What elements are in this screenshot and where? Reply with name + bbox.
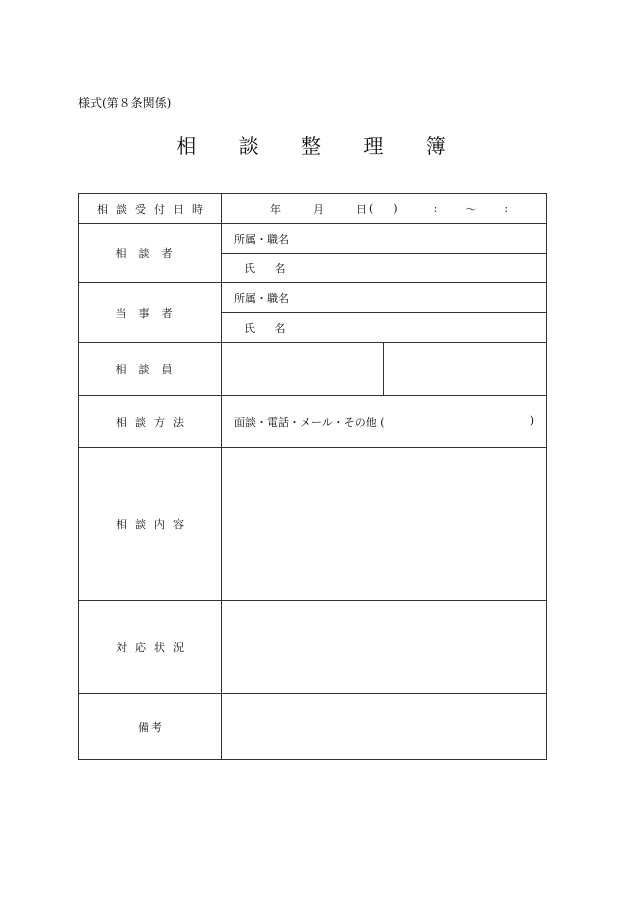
day-label: 日 xyxy=(356,202,367,216)
counselor-field-1[interactable] xyxy=(222,343,384,396)
datetime-label: 相談受付日時 xyxy=(79,194,222,224)
remarks-row xyxy=(79,694,547,760)
consultation-ledger-table xyxy=(78,193,547,760)
start-time-colon: : xyxy=(433,202,438,215)
response-row xyxy=(79,601,547,694)
party-affiliation-field[interactable]: 所属・職名 xyxy=(222,283,547,313)
party-label: 当事者 xyxy=(79,283,222,343)
party-name-field[interactable]: 氏 名 xyxy=(222,313,547,343)
method-close-paren: ) xyxy=(529,413,534,427)
counselor-field-2[interactable] xyxy=(384,343,547,396)
method-options: 面談・電話・メール・その他 ( xyxy=(234,415,385,429)
time-range-tilde: ～ xyxy=(465,202,477,216)
party-affiliation-row xyxy=(79,283,547,313)
end-time-colon: : xyxy=(504,202,509,215)
counselor-row xyxy=(79,343,547,396)
response-field[interactable] xyxy=(222,601,547,694)
month-label: 月 xyxy=(313,202,324,216)
form-reference: 様式(第８条関係) xyxy=(78,96,172,110)
document-title: 相 談 整 理 簿 xyxy=(176,134,464,158)
paren-open: ( xyxy=(369,202,374,215)
datetime-field[interactable] xyxy=(222,194,547,224)
remarks-field[interactable] xyxy=(222,694,547,760)
method-row xyxy=(79,396,547,448)
response-label: 対応状況 xyxy=(79,601,222,694)
content-row xyxy=(79,448,547,601)
consulter-affiliation-field[interactable]: 所属・職名 xyxy=(222,224,547,254)
method-label: 相談方法 xyxy=(79,396,222,448)
consulter-label: 相談者 xyxy=(79,224,222,283)
datetime-row xyxy=(79,194,547,224)
content-field[interactable] xyxy=(222,448,547,601)
consulter-affiliation-row xyxy=(79,224,547,254)
counselor-label: 相談員 xyxy=(79,343,222,396)
paren-close: ) xyxy=(393,202,398,215)
method-field[interactable] xyxy=(222,396,547,448)
content-label: 相談内容 xyxy=(79,448,222,601)
year-label: 年 xyxy=(270,202,281,216)
consulter-name-field[interactable]: 氏 名 xyxy=(222,254,547,283)
remarks-label: 備考 xyxy=(79,694,222,760)
